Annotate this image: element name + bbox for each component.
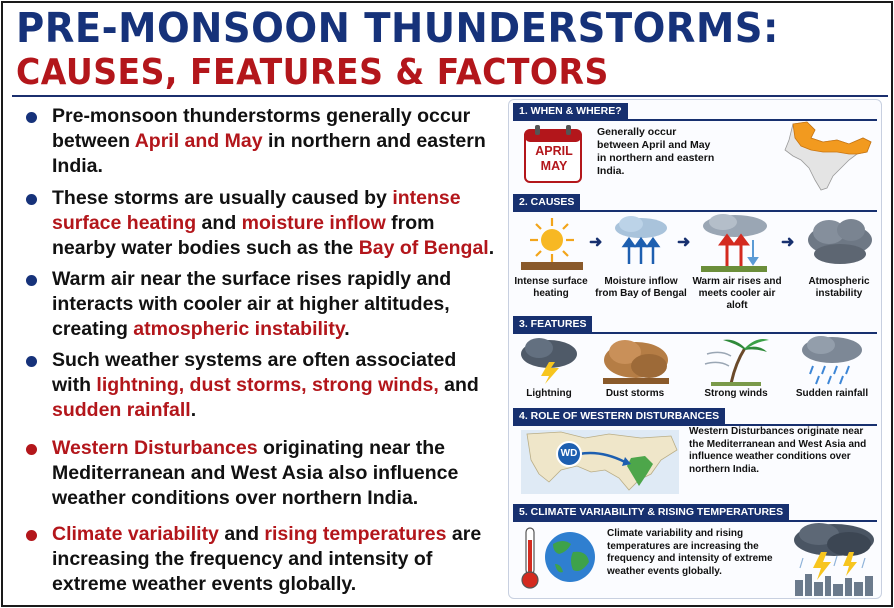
bullet-3 — [20, 267, 496, 342]
bullet-text: . — [190, 399, 197, 421]
section-header: 2. CAUSES — [513, 194, 580, 210]
western-disturbances-text: Western Disturbances originate near the Mediterranean and West Asia and influence weather conditions over northern India. — [689, 426, 867, 475]
section-western-disturbances — [509, 406, 881, 502]
bullet-highlight: sudden rainfall — [52, 399, 191, 421]
section-header: 5. CLIMATE VARIABILITY & RISING TEMPERATURES — [513, 504, 789, 520]
title-line-2: CAUSES, FEATURES & FACTORS — [16, 52, 609, 93]
when-where-text: Generally occur between April and May in northern and eastern India. — [597, 126, 715, 177]
bullet-5 — [20, 436, 496, 511]
bullet-4 — [20, 348, 496, 423]
arrow-right-icon: ➜ — [589, 234, 603, 251]
feature-label-4: Sudden rainfall — [795, 388, 869, 399]
bullet-text: originating near the Mediterranean and West Asia also influence weather conditions over northern India. — [52, 437, 459, 509]
cause-label-1: Intense surface heating — [514, 276, 588, 299]
world-map-icon — [521, 430, 679, 494]
palm-tree-wind-icon — [701, 334, 771, 386]
feature-label-3: Strong winds — [704, 388, 768, 399]
bullet-2 — [20, 186, 496, 261]
summary-panel — [508, 99, 882, 599]
arrow-right-icon: ➜ — [781, 234, 795, 251]
section-causes — [509, 192, 881, 312]
dust-storm-icon — [601, 336, 671, 386]
bullet-text: Such weather systems are often associated with — [52, 349, 457, 396]
bullet-highlight: Climate variability — [52, 523, 219, 545]
bullet-highlight: atmospheric instability — [133, 318, 345, 340]
title-line-1: PRE-MONSOON THUNDERSTORMS: — [16, 4, 779, 52]
wd-badge: WD — [560, 448, 578, 459]
section-header: 3. FEATURES — [513, 316, 592, 332]
bullet-highlight: Bay of Bengal — [358, 237, 489, 259]
thermometer-icon — [519, 526, 541, 590]
bullet-dot — [26, 530, 37, 541]
bullet-highlight: April and May — [134, 130, 263, 152]
section-header: 1. WHEN & WHERE? — [513, 103, 628, 119]
bullet-6 — [20, 522, 496, 597]
bullet-text: Warm air near the surface rises rapidly and interacts with cooler air at higher altitudes, creating — [52, 268, 452, 340]
storm-city-icon — [791, 522, 877, 596]
cause-label-3: Warm air rises and meets cooler air aloft — [692, 276, 782, 311]
section-rule — [513, 210, 877, 212]
bullet-text: . — [488, 237, 495, 259]
calendar-month-1: APRIL — [535, 144, 573, 158]
bullet-text: and — [218, 523, 265, 545]
bullet-highlight: Western Disturbances — [52, 437, 258, 459]
arrow-right-icon: ➜ — [677, 234, 691, 251]
bullet-highlight: lightning, dust storms, strong winds, — [96, 374, 439, 396]
bullet-highlight: intense surface heating — [52, 187, 461, 234]
feature-label-1: Lightning — [526, 388, 572, 399]
cause-label-4: Atmospheric instability — [808, 276, 870, 299]
cause-label-2: Moisture inflow from Bay of Bengal — [595, 276, 687, 299]
title-divider — [12, 95, 888, 97]
calendar-month-2: MAY — [540, 159, 568, 173]
bullet-text: in northern and eastern India. — [52, 130, 486, 177]
bullet-1 — [20, 104, 496, 179]
sun-icon — [517, 216, 587, 272]
section-features — [509, 314, 881, 406]
rain-cloud-icon — [805, 214, 875, 272]
rain-cloud-icon — [799, 334, 865, 386]
bullet-text: are increasing the frequency and intensity of extreme weather events globally. — [52, 523, 482, 595]
bullet-text: from nearby water bodies such as the — [52, 212, 435, 259]
section-header: 4. ROLE OF WESTERN DISTURBANCES — [513, 408, 725, 424]
bullet-dot — [26, 444, 37, 455]
bullet-highlight: rising temperatures — [264, 523, 447, 545]
bullet-text: and — [438, 374, 479, 396]
bullet-dot — [26, 112, 37, 123]
bullet-dot — [26, 356, 37, 367]
bullet-text: Pre-monsoon thunderstorms generally occur between — [52, 105, 471, 152]
bullet-text: and — [196, 212, 242, 234]
section-climate-variability — [509, 502, 881, 598]
globe-icon — [543, 530, 597, 584]
bullet-dot — [26, 194, 37, 205]
climate-variability-text: Climate variability and rising temperatures are increasing the frequency and intensity of extreme weather events globally. — [607, 528, 773, 577]
bullet-text: . — [344, 318, 350, 340]
cloud-icon — [609, 214, 673, 272]
bullet-text: These storms are usually caused by — [52, 187, 393, 209]
bullet-dot — [26, 275, 37, 286]
feature-label-2: Dust storms — [605, 388, 665, 399]
bullet-highlight: moisture inflow — [241, 212, 386, 234]
section-when-where — [509, 100, 881, 192]
thunder-cloud-icon — [519, 336, 579, 384]
india-map-icon — [771, 120, 879, 192]
thunder-cloud-icon — [697, 212, 771, 274]
